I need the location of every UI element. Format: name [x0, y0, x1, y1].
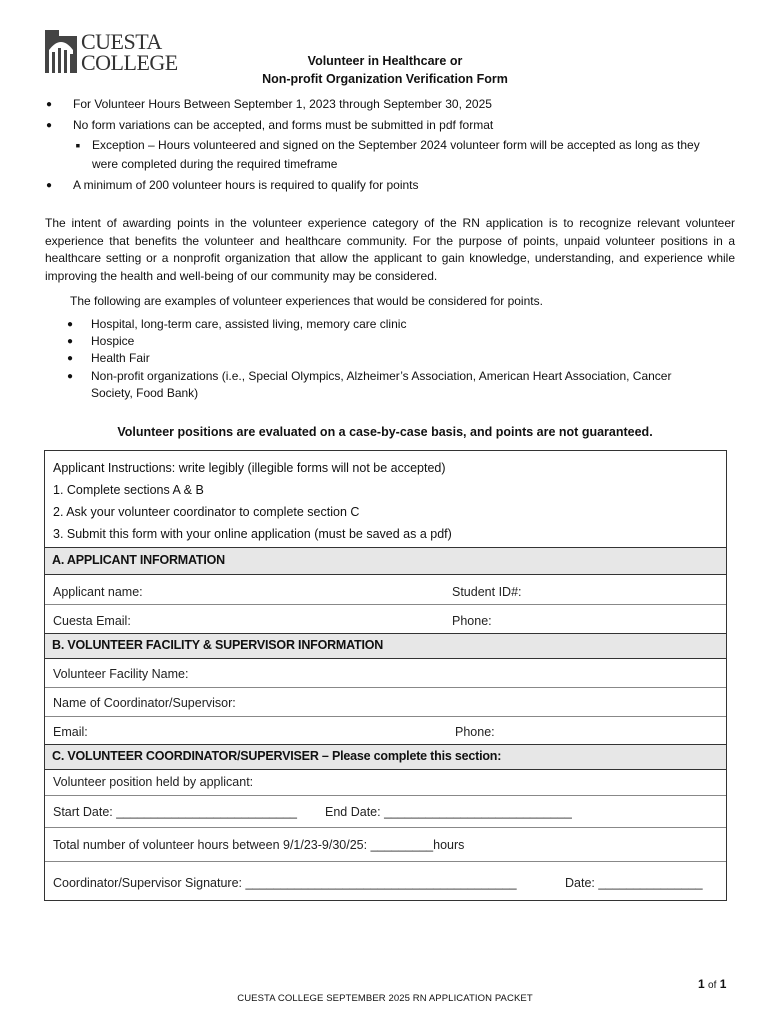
bullet-icon: ● [45, 180, 53, 191]
phone-label: Phone: [452, 614, 492, 628]
instructions-block [45, 451, 726, 547]
requirements-list [0, 96, 770, 201]
student-id-label: Student ID#: [452, 585, 522, 599]
instruction-step: 1. Complete sections A & B [53, 483, 204, 497]
evaluation-notice: Volunteer positions are evaluated on a case-by-case basis, and points are not guaranteed. [117, 425, 653, 439]
example-item: Hospice [91, 334, 135, 348]
start-date-label: Start Date: __________________________ [53, 805, 297, 819]
dates-row[interactable] [45, 796, 726, 828]
logo-text-college: COLLEGE [81, 50, 178, 75]
bullet-icon: ● [45, 120, 53, 131]
page-of: of [708, 980, 717, 991]
position-label: Volunteer position held by applicant: [53, 775, 254, 789]
footer-text: CUESTA COLLEGE SEPTEMBER 2025 RN APPLICATION PACKET [237, 993, 533, 1004]
section-c-header [45, 744, 726, 770]
facility-phone-label: Phone: [455, 725, 495, 739]
instruction-step: 2. Ask your volunteer coordinator to complete section C [53, 505, 360, 519]
form-title-line1: Volunteer in Healthcare or [307, 54, 463, 68]
cuesta-email-label: Cuesta Email: [53, 614, 131, 628]
cuesta-college-logo [44, 28, 178, 76]
intro-paragraph: The intent of awarding points in the volunteer experience category of the RN application is to recognize relevant volunteer experience that benefits the volunteer and healthcare community. For the purpose of points, unpaid volunteer positions in a healthcare setting or a nonprofit organization that allow the applicant to gain knowledge, understanding, and experience while improving the health and well-being of our community may be considered. [45, 216, 735, 283]
total-hours-label: Total number of volunteer hours between 9/1/23-9/30/25: _________hours [53, 838, 465, 852]
bullet-icon: ● [66, 336, 74, 347]
bullet-icon: ● [45, 99, 53, 110]
logo-text-cuesta: CUESTA [81, 29, 162, 54]
exception-line1: Exception – Hours volunteered and signed on the September 2024 volunteer form will be accepted as long as they [92, 138, 700, 152]
examples-list [0, 316, 770, 404]
coordinator-name-row[interactable] [45, 688, 726, 717]
facility-name-label: Volunteer Facility Name: [53, 667, 189, 681]
section-a-title: A. APPLICANT INFORMATION [52, 553, 225, 567]
requirement-item: No form variations can be accepted, and forms must be submitted in pdf format [73, 118, 494, 132]
end-date-label: End Date: ___________________________ [325, 805, 572, 819]
example-item: Hospital, long-term care, assisted living, memory care clinic [91, 317, 407, 331]
bullet-icon: ● [66, 319, 74, 330]
position-row[interactable] [45, 770, 726, 796]
facility-email-label: Email: [53, 725, 88, 739]
signature-date-label: Date: _______________ [565, 876, 703, 890]
section-b-title: B. VOLUNTEER FACILITY & SUPERVISOR INFORMATION [52, 638, 384, 652]
applicant-name-label: Applicant name: [53, 585, 143, 599]
example-item: Health Fair [91, 351, 150, 365]
page-total: 1 [719, 977, 727, 991]
section-b-header [45, 633, 726, 659]
page-number [698, 977, 726, 991]
coordinator-name-label: Name of Coordinator/Supervisor: [53, 696, 236, 710]
email-phone-row[interactable] [45, 605, 726, 633]
bullet-icon: ● [66, 371, 74, 382]
examples-intro: The following are examples of volunteer experiences that would be considered for points. [70, 294, 543, 308]
instruction-step: 3. Submit this form with your online application (must be saved as a pdf) [53, 527, 452, 541]
section-a-header [45, 547, 726, 575]
bullet-icon: ● [66, 353, 74, 364]
facility-name-row[interactable] [45, 659, 726, 688]
example-item-line1: Non-profit organizations (i.e., Special Olympics, Alzheimer’s Association, American Heart Association, Cancer [91, 369, 672, 383]
form-title-line2: Non-profit Organization Verification Form [262, 72, 508, 86]
requirement-item: A minimum of 200 volunteer hours is required to qualify for points [73, 178, 419, 192]
requirement-item: For Volunteer Hours Between September 1, 2023 through September 30, 2025 [73, 97, 492, 111]
applicant-name-row[interactable] [45, 575, 726, 605]
section-c-title: C. VOLUNTEER COORDINATOR/SUPERVISER – Please complete this section: [52, 749, 502, 763]
signature-row[interactable] [45, 862, 726, 898]
page-current: 1 [698, 977, 705, 991]
instructions-heading: Applicant Instructions: write legibly (illegible forms will not be accepted) [53, 461, 446, 475]
example-item-line2: Society, Food Bank) [91, 386, 199, 400]
signature-label: Coordinator/Supervisor Signature: _______________________________________ [53, 876, 517, 890]
facility-email-phone-row[interactable] [45, 717, 726, 744]
verification-form [44, 450, 727, 901]
sub-bullet-icon: ▪ [75, 137, 81, 153]
exception-line2: were completed during the required timeframe [92, 157, 338, 171]
total-hours-row[interactable] [45, 828, 726, 862]
